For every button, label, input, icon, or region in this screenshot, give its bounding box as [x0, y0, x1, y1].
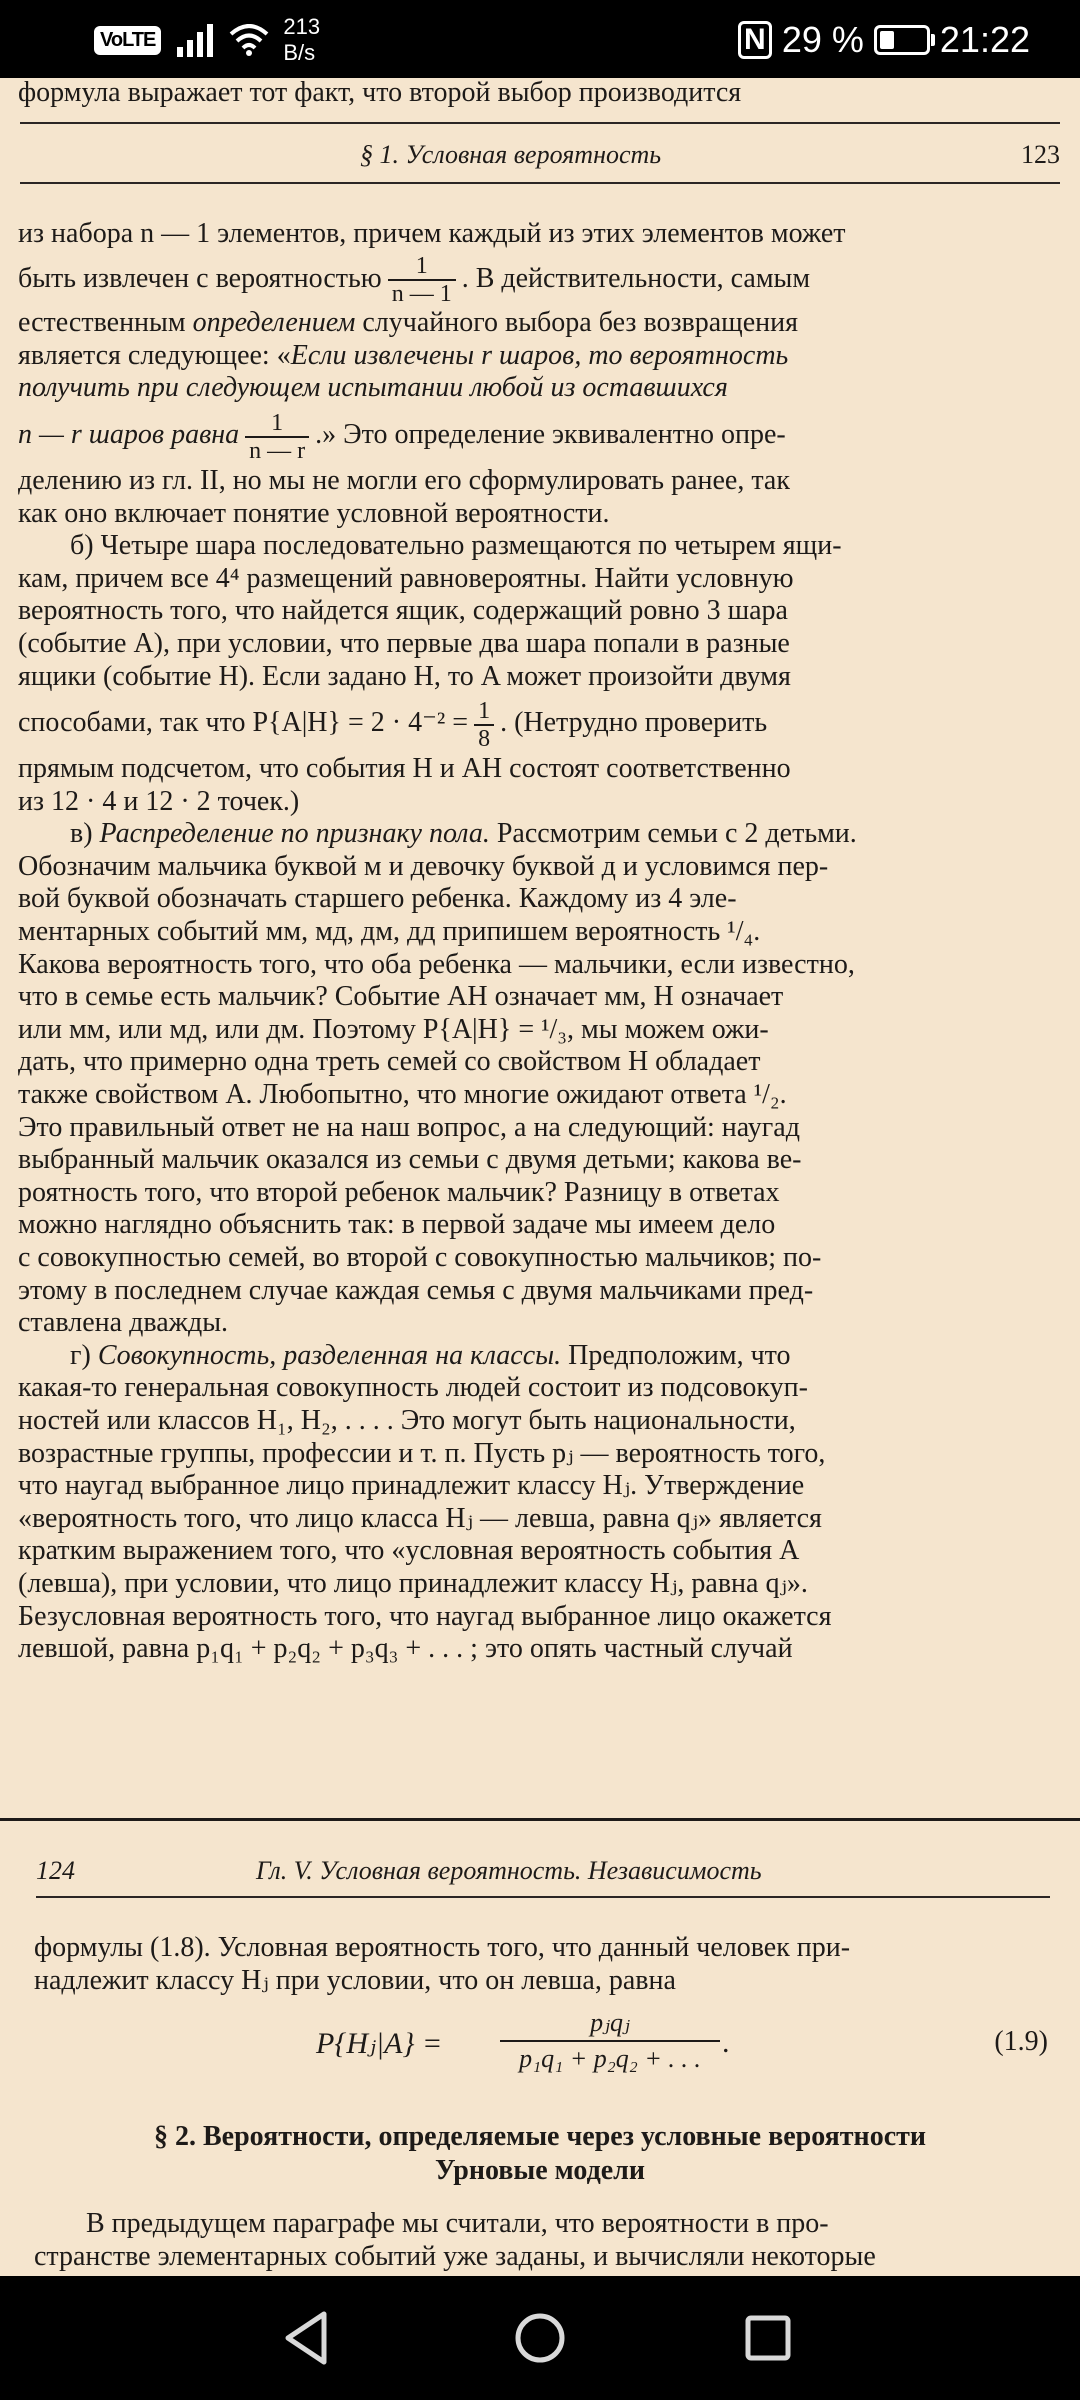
text-line: ставлена дважды. [18, 1307, 229, 1339]
status-bar [0, 0, 1080, 78]
navigation-bar [0, 2276, 1080, 2400]
text-line: формулы (1.8). Условная вероятность того, что данный человек при- [34, 1932, 851, 1963]
text-line: быть извлечен с вероятностью $\frac{1}{n — 1}$ . В действительности, самым [18, 253, 811, 308]
text-line: кратким выражением того, что «условная вероятность события A [18, 1535, 800, 1567]
text-line: что наугад выбранное лицо принадлежит классу Hⱼ. Утверждение [18, 1470, 805, 1502]
data-rate [283, 14, 320, 66]
equation-number: (1.9) [994, 2026, 1048, 2057]
text-line: что в семье есть мальчик? Событие AH означает мм, H означает [18, 981, 784, 1013]
text-line: ящики (событие H). Если задано H, то A может произойти двумя [18, 660, 791, 692]
text-line: «вероятность того, что лицо класса Hⱼ — левша, равна qⱼ» является [18, 1502, 822, 1534]
header-title: § 1. Условная вероятность [360, 140, 662, 169]
top-partial-line: формула выражает тот факт, что второй выбор производится [18, 77, 742, 108]
volte-badge: VoLTE [94, 26, 161, 55]
signal-icon [175, 23, 215, 57]
text-line: (левша), при условии, что лицо принадлежит классу Hⱼ, равна qⱼ». [18, 1567, 808, 1599]
text-line: в) Распределение по признаку пола. Рассмотрим семьи с 2 детьми. [70, 818, 857, 850]
header-rule [36, 1896, 1050, 1898]
formula-1-9 [0, 2008, 1080, 2088]
section-text [34, 2208, 1050, 2273]
text-line: также свойством A. Любопытно, что многие ожидают ответа ¹/₂. [18, 1079, 787, 1111]
header-rule [20, 182, 1060, 184]
text-line: делению из гл. II, но мы не могли его сформулировать ранее, так [18, 464, 790, 496]
text-line: Какова вероятность того, что оба ребенка — мальчики, если известно, [18, 948, 855, 980]
formula-lhs: P{Hⱼ|A} = [316, 2027, 443, 2060]
page-123[interactable] [0, 78, 1080, 1818]
section-title-line-2: Урновые модели [435, 2155, 645, 2186]
text-line: кам, причем все 4⁴ размещений равновероятны. Найти условную [18, 562, 794, 594]
text-line: ментарных событий мм, мд, дм, дд припишем вероятность ¹/₄. [18, 916, 761, 948]
text-line: роятность того, что второй ребенок мальчик? Разницу в ответах [18, 1176, 780, 1208]
text-line: как оно включает понятие условной вероятности. [18, 497, 610, 529]
text-line: дать, что примерно одна треть семей со свойством H обладает [18, 1046, 761, 1078]
header-title: Гл. V. Условная вероятность. Независимость [256, 1856, 762, 1885]
text-line: б) Четыре шара последовательно размещаются по четырем ящи- [70, 530, 842, 562]
text-line: из набора n — 1 элементов, причем каждый из этих элементов может [18, 218, 846, 249]
recents-icon[interactable] [736, 2306, 800, 2370]
wifi-icon [229, 24, 269, 56]
text-line: способами, так что P{A|H} = 2 · 4⁻² = $\frac{1}{8}$ . (Нетрудно проверить [18, 697, 768, 752]
section-title-line-1: § 2. Вероятности, определяемые через условные вероятности [153, 2121, 927, 2152]
text-line: г) Совокупность, разделенная на классы. Предположим, что [70, 1339, 791, 1371]
section-title [30, 2120, 1050, 2188]
battery-percent: 29 % [781, 19, 864, 60]
text-line: ностей или классов H₁, H₂, . . . . Это могут быть национальности, [18, 1404, 796, 1436]
text-line: левшой, равна p₁q₁ + p₂q₂ + p₃q₃ + . . . ; это опять частный случай [18, 1633, 793, 1665]
text-line: Это правильный ответ не на наш вопрос, а на следующий: наугад [18, 1111, 800, 1143]
page-number: 124 [36, 1856, 75, 1885]
text-line: возрастные группы, профессии и т. п. Пусть pⱼ — вероятность того, [18, 1437, 826, 1469]
data-rate-unit: B/s [283, 40, 316, 65]
page-divider [0, 1818, 1080, 1821]
text-line: является следующее: «Если извлечены r шаров, то вероятность [18, 339, 789, 371]
text-line: В предыдущем параграфе мы считали, что вероятности в про- [86, 2208, 829, 2239]
text-line: можно наглядно объяснить так: в первой задаче мы имеем дело [18, 1209, 776, 1241]
battery-icon [874, 25, 930, 55]
page-124-text [34, 1932, 1050, 1997]
back-icon[interactable] [276, 2306, 340, 2370]
page-number: 123 [1021, 140, 1060, 169]
top-rule [20, 122, 1060, 124]
text-line: Обозначим мальчика буквой м и девочку буквой д и условимся пер- [18, 850, 829, 882]
formula-fraction [500, 2008, 720, 2074]
text-line: вой буквой обозначать старшего ребенка. Каждому из 4 эле- [18, 883, 737, 915]
fraction: $\frac{1}{8}$ [474, 698, 494, 752]
text-line: естественным определением случайного выбора без возвращения [18, 307, 799, 339]
text-line: или мм, или мд, или дм. Поэтому P{A|H} = ¹/₃, мы можем ожи- [18, 1013, 769, 1045]
home-icon[interactable] [508, 2306, 572, 2370]
formula-period: . [722, 2026, 730, 2059]
text-line: прямым подсчетом, что события H и AH состоят соответственно [18, 753, 791, 785]
fraction: $\frac{1}{n — r}$ [245, 410, 309, 464]
text-line: из 12 · 4 и 12 · 2 точек.) [18, 785, 300, 817]
page-124[interactable] [0, 1822, 1080, 2276]
text-line: какая-то генеральная совокупность людей состоит из подсовокуп- [18, 1372, 808, 1404]
text-line: этому в последнем случае каждая семья с двумя мальчиками пред- [18, 1274, 814, 1306]
text-line: получить при следующем испытании любой из оставшихся [18, 372, 728, 404]
text-line: n — r шаров равна $\frac{1}{n — r}$ .» Это определение эквивалентно опре- [18, 409, 786, 464]
formula-numerator: pⱼqⱼ [500, 2008, 720, 2042]
text-line: вероятность того, что найдется ящик, содержащий ровно 3 шара [18, 595, 788, 627]
page-123-text [18, 218, 1058, 1666]
nfc-icon: N [738, 21, 772, 59]
text-line: Безусловная вероятность того, что наугад выбранное лицо окажется [18, 1600, 832, 1632]
fraction: $\frac{1}{n — 1}$ [388, 253, 456, 307]
clock: 21:22 [939, 19, 1030, 60]
data-rate-value: 213 [283, 14, 321, 39]
text-line: выбранный мальчик оказался из семьи с двумя детьми; какова ве- [18, 1144, 802, 1176]
text-line: (событие A), при условии, что первые два шара попали в разные [18, 627, 790, 659]
text-line: странстве элементарных событий уже заданы, и вычисляли некоторые [34, 2240, 876, 2272]
formula-denominator: p₁q₁ + p₂q₂ + . . . [519, 2044, 701, 2073]
text-line: надлежит классу Hⱼ при условии, что он левша, равна [34, 1964, 676, 1996]
text-line: с совокупностью семей, во второй с совокупностью мальчиков; по- [18, 1242, 822, 1274]
